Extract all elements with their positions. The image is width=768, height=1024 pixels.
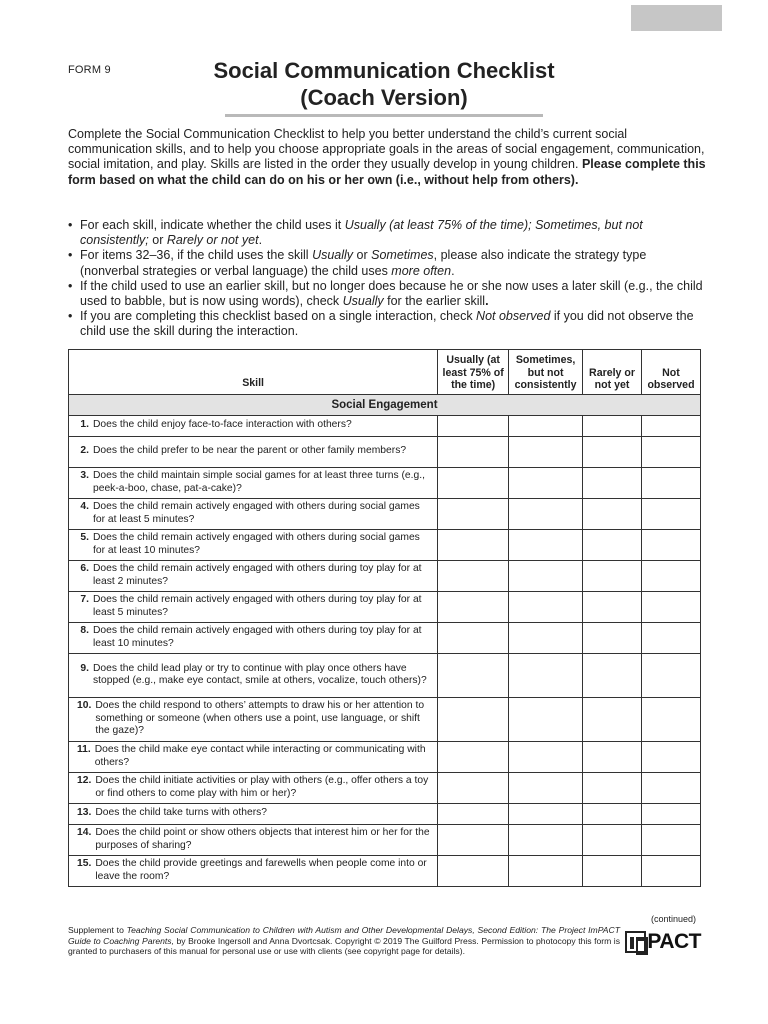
- checkbox-rarely[interactable]: [583, 499, 642, 530]
- item-number: 13.: [77, 807, 92, 819]
- table-row: [69, 437, 701, 468]
- item-question: Does the child maintain simple social games for at least three turns (e.g., peek-a-boo, chase, pat-a-cake)?: [93, 470, 425, 494]
- checkbox-rarely[interactable]: [583, 416, 642, 437]
- checkbox-usually[interactable]: [438, 437, 509, 468]
- checkbox-rarely[interactable]: [583, 654, 642, 698]
- item-question: Does the child respond to others’ attempts to draw his or her attention to something or someone (when others use a point, use language, or shift the gaze)?: [95, 700, 425, 737]
- checkbox-sometimes[interactable]: [509, 623, 583, 654]
- intro-paragraph: [68, 127, 708, 188]
- item-number: 2.: [80, 445, 89, 457]
- title-line-2: (Coach Version): [300, 85, 468, 110]
- checkbox-not-observed[interactable]: [641, 592, 700, 623]
- checkbox-sometimes[interactable]: [509, 856, 583, 887]
- item-number: 10.: [77, 700, 92, 712]
- table-row: [69, 654, 701, 698]
- intro-text: Complete the Social Communication Checklist to help you better understand the child’s current social communication skills, and to help you choose appropriate goals in the areas of social engagement, communication, social imitation, and play. Skills are listed in the order they usually develop in young children.: [68, 127, 705, 172]
- checkbox-rarely[interactable]: [583, 530, 642, 561]
- checkbox-rarely[interactable]: [583, 773, 642, 804]
- checkbox-usually[interactable]: [438, 698, 509, 742]
- skill-cell: [69, 592, 438, 623]
- table-header-row: [69, 350, 701, 395]
- title-underline: [225, 114, 543, 117]
- checkbox-not-observed[interactable]: [641, 499, 700, 530]
- table-row: [69, 561, 701, 592]
- item-number: 3.: [80, 470, 89, 481]
- checkbox-usually[interactable]: [438, 416, 509, 437]
- table-row: [69, 825, 701, 856]
- page-title: [150, 57, 618, 111]
- table-row: [69, 499, 701, 530]
- skill-cell: [69, 437, 438, 468]
- title-line-1: Social Communication Checklist: [213, 58, 555, 83]
- skill-cell: [69, 804, 438, 825]
- checkbox-rarely[interactable]: [583, 825, 642, 856]
- header-rarely: Rarely or not yet: [583, 350, 642, 395]
- skill-cell: [69, 468, 438, 499]
- checkbox-not-observed[interactable]: [641, 773, 700, 804]
- checkbox-not-observed[interactable]: [641, 623, 700, 654]
- table-row: [69, 698, 701, 742]
- table-row: [69, 856, 701, 887]
- checkbox-usually[interactable]: [438, 623, 509, 654]
- checkbox-sometimes[interactable]: [509, 416, 583, 437]
- item-question: Does the child remain actively engaged with others during toy play for at least 10 minutes?: [93, 625, 422, 649]
- checkbox-not-observed[interactable]: [641, 698, 700, 742]
- form-label: FORM 9: [68, 64, 111, 76]
- skill-cell: [69, 416, 438, 437]
- impact-logo-mark: [625, 931, 646, 953]
- checkbox-not-observed[interactable]: [641, 530, 700, 561]
- checkbox-sometimes[interactable]: [509, 592, 583, 623]
- table-row: [69, 804, 701, 825]
- item-number: 11.: [77, 744, 91, 755]
- item-number: 15.: [77, 858, 92, 869]
- checkbox-not-observed[interactable]: [641, 654, 700, 698]
- item-question: Does the child take turns with others?: [95, 807, 268, 819]
- checkbox-not-observed[interactable]: [641, 742, 700, 773]
- item-question: Does the child remain actively engaged with others during toy play for at least 2 minutes?: [93, 563, 422, 587]
- item-question: Does the child provide greetings and farewells when people come into or leave the room?: [95, 858, 427, 882]
- item-question: Does the child remain actively engaged with others during toy play for at least 5 minutes?: [93, 594, 422, 618]
- item-question: Does the child remain actively engaged with others during social games for at least 5 minutes?: [93, 501, 420, 525]
- checkbox-rarely[interactable]: [583, 468, 642, 499]
- impact-logo-text: PACT: [647, 930, 701, 953]
- instruction-item: • If you are completing this checklist based on a single interaction, check Not observed if you did not observe the child use the skill during the interaction.: [68, 309, 708, 339]
- checkbox-rarely[interactable]: [583, 804, 642, 825]
- table-row: [69, 416, 701, 437]
- checkbox-sometimes[interactable]: [509, 742, 583, 773]
- item-question: Does the child prefer to be near the parent or other family members?: [93, 445, 407, 457]
- instruction-item: • If the child used to use an earlier skill, but no longer does because he or she now uses a later skill (e.g., the child used to babble, but is now using words), check Usually for the earlier skill.: [68, 279, 708, 309]
- checkbox-sometimes[interactable]: [509, 654, 583, 698]
- instruction-item: • For each skill, indicate whether the child uses it Usually (at least 75% of the time); Sometimes, but not consistently; or Rarely or not yet.: [68, 218, 708, 248]
- checkbox-usually[interactable]: [438, 530, 509, 561]
- table-row: [69, 742, 701, 773]
- checkbox-sometimes[interactable]: [509, 825, 583, 856]
- item-question: Does the child lead play or try to continue with play once others have stopped (e.g., make eye contact, smile at others, vocalize, touch others)?: [93, 662, 427, 686]
- checkbox-usually[interactable]: [438, 856, 509, 887]
- intro-bold-text: Please complete this form based on what the child can do on his or her own (i.e., without help from others).: [68, 157, 706, 187]
- instruction-item: • For items 32–36, if the child uses the skill Usually or Sometimes, please also indicate the strategy type (nonverbal strategies or verbal language) the child uses more often.: [68, 248, 708, 278]
- skill-cell: [69, 499, 438, 530]
- checkbox-not-observed[interactable]: [641, 468, 700, 499]
- skill-cell: [69, 856, 438, 887]
- item-question: Does the child point or show others objects that interest him or her for the purposes of sharing?: [95, 827, 430, 851]
- checkbox-sometimes[interactable]: [509, 530, 583, 561]
- checkbox-rarely[interactable]: [583, 437, 642, 468]
- checkbox-sometimes[interactable]: [509, 437, 583, 468]
- item-number: 6.: [80, 563, 89, 574]
- checkbox-rarely[interactable]: [583, 592, 642, 623]
- checkbox-sometimes[interactable]: [509, 561, 583, 592]
- item-question: Does the child remain actively engaged with others during social games for at least 10 minutes?: [93, 532, 420, 556]
- instruction-list: [68, 218, 708, 340]
- checkbox-usually[interactable]: [438, 773, 509, 804]
- checkbox-not-observed[interactable]: [641, 825, 700, 856]
- checkbox-usually[interactable]: [438, 499, 509, 530]
- table-row: [69, 623, 701, 654]
- header-skill: Skill: [69, 350, 438, 395]
- table-row: [69, 592, 701, 623]
- checkbox-rarely[interactable]: [583, 856, 642, 887]
- checkbox-usually[interactable]: [438, 804, 509, 825]
- checkbox-usually[interactable]: [438, 825, 509, 856]
- checklist-table: [68, 349, 701, 887]
- section-row: [69, 395, 701, 416]
- checkbox-sometimes[interactable]: [509, 773, 583, 804]
- header-sometimes: Sometimes, but not consistently: [509, 350, 583, 395]
- checkbox-not-observed[interactable]: [641, 416, 700, 437]
- checkbox-not-observed[interactable]: [641, 856, 700, 887]
- checkbox-rarely[interactable]: [583, 623, 642, 654]
- copyright-footer: Supplement to Teaching Social Communication to Children with Autism and Other Developmental Delays, Second Edition: The Project ImPACT Guide to Coaching Parents, by Brooke Ingersoll and Anna Dvortcsak. Copyright © 2019 The Guilford Press. Permission to photocopy this form is granted to purchasers of this manual for personal use or use with clients (see copyright page for details).: [68, 925, 620, 957]
- checkbox-usually[interactable]: [438, 654, 509, 698]
- skill-cell: [69, 742, 438, 773]
- checkbox-rarely[interactable]: [583, 698, 642, 742]
- item-number: 14.: [77, 827, 92, 838]
- checkbox-usually[interactable]: [438, 592, 509, 623]
- table-row: [69, 530, 701, 561]
- checkbox-rarely[interactable]: [583, 561, 642, 592]
- header-gray-tab: [631, 5, 722, 31]
- continued-note: (continued): [651, 914, 697, 924]
- checkbox-sometimes[interactable]: [509, 499, 583, 530]
- item-question: Does the child enjoy face-to-face interaction with others?: [93, 419, 352, 431]
- checkbox-sometimes[interactable]: [509, 468, 583, 499]
- checkbox-sometimes[interactable]: [509, 698, 583, 742]
- skill-cell: [69, 623, 438, 654]
- skill-cell: [69, 773, 438, 804]
- checkbox-sometimes[interactable]: [509, 804, 583, 825]
- item-number: 5.: [80, 532, 89, 543]
- impact-logo: [625, 929, 701, 955]
- table-row: [69, 468, 701, 499]
- skill-cell: [69, 654, 438, 698]
- header-usually: Usually (at least 75% of the time): [438, 350, 509, 395]
- item-number: 12.: [77, 775, 92, 786]
- checkbox-usually[interactable]: [438, 561, 509, 592]
- item-question: Does the child initiate activities or play with others (e.g., offer others a toy or find others to come play with him or her)?: [95, 775, 429, 799]
- item-question: Does the child make eye contact while interacting or communicating with others?: [94, 744, 426, 768]
- section-title: Social Engagement: [69, 395, 701, 416]
- skill-cell: [69, 530, 438, 561]
- checkbox-not-observed[interactable]: [641, 804, 700, 825]
- item-number: 1.: [80, 419, 89, 431]
- skill-cell: [69, 825, 438, 856]
- checkbox-not-observed[interactable]: [641, 561, 700, 592]
- skill-cell: [69, 561, 438, 592]
- item-number: 7.: [80, 594, 89, 605]
- checkbox-not-observed[interactable]: [641, 437, 700, 468]
- checkbox-usually[interactable]: [438, 468, 509, 499]
- checkbox-rarely[interactable]: [583, 742, 642, 773]
- item-number: 9.: [80, 662, 89, 674]
- header-not-observed: Not observed: [641, 350, 700, 395]
- item-number: 8.: [80, 625, 89, 636]
- item-number: 4.: [80, 501, 89, 512]
- checkbox-usually[interactable]: [438, 742, 509, 773]
- skill-cell: [69, 698, 438, 742]
- table-row: [69, 773, 701, 804]
